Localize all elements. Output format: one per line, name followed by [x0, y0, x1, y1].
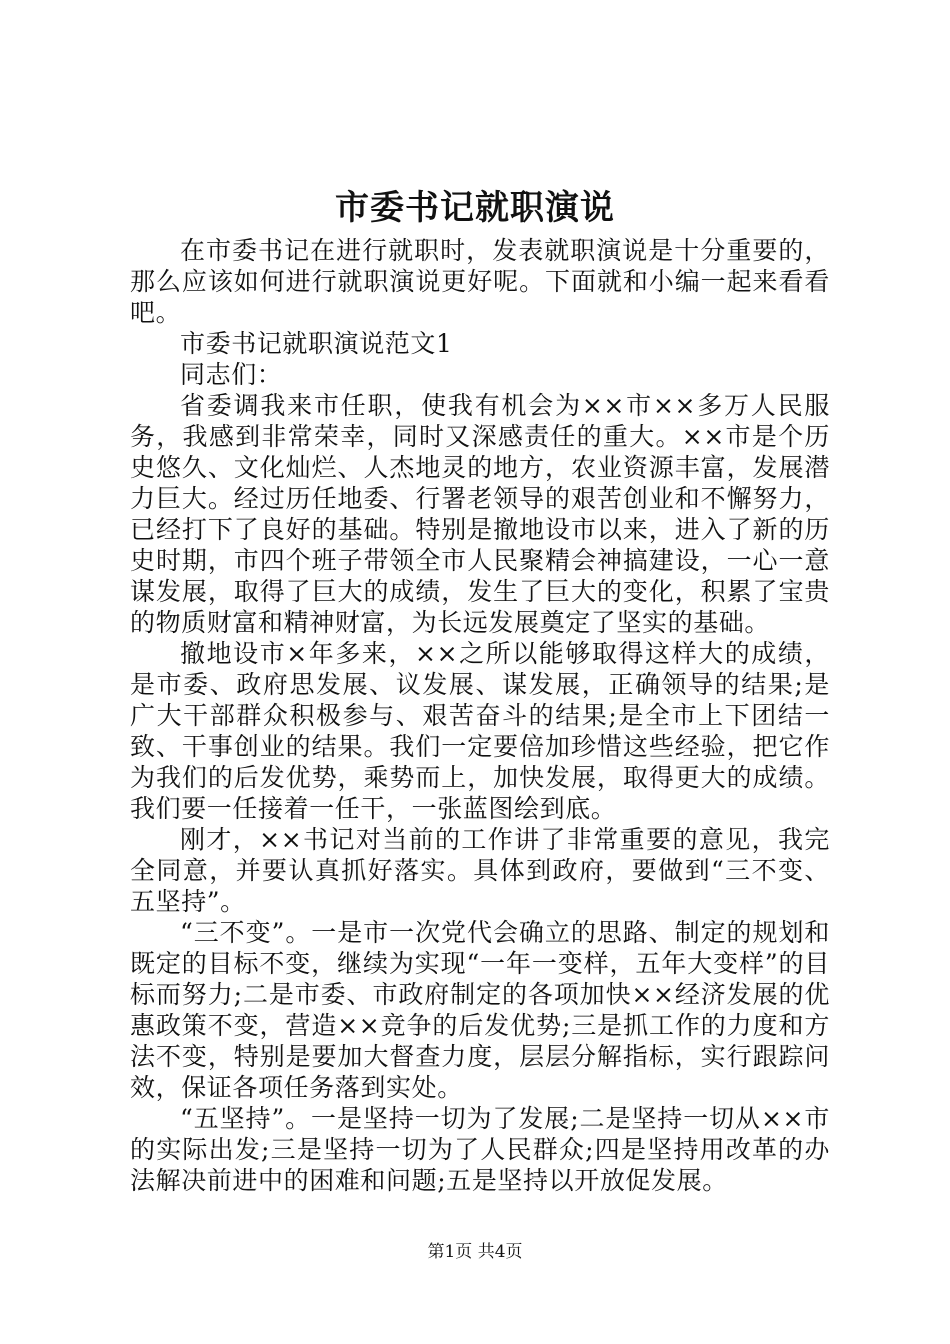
document-title: 市委书记就职演说	[335, 188, 615, 228]
body-paragraph: “三不变”。一是市一次党代会确立的思路、制定的规划和既定的目标不变，继续为实现“一年一变样，五年大变样”的目标而努力;二是市委、市政府制定的各项加快××经济发展的优惠政策不变，营造××竞争的后发优势;三是抓工作的力度和方法不变，特别是要加大督查力度，层层分解指标，实行跟踪问效，保证各项任务落到实处。	[130, 918, 830, 1102]
body-paragraph: 刚才，××书记对当前的工作讲了非常重要的意见，我完全同意，并要认真抓好落实。具体到政府，要做到“三不变、五坚持”。	[130, 825, 830, 916]
document-body	[130, 235, 830, 1196]
intro-paragraph: 在市委书记在进行就职时，发表就职演说是十分重要的，那么应该如何进行就职演说更好呢。下面就和小编一起来看看吧。	[130, 236, 830, 327]
salutation: 同志们：	[180, 360, 283, 389]
section-heading: 市委书记就职演说范文1	[180, 329, 453, 358]
body-paragraph: 省委调我来市任职，使我有机会为××市××多万人民服务，我感到非常荣幸，同时又深感责任的重大。××市是个历史悠久、文化灿烂、人杰地灵的地方，农业资源丰富，发展潜力巨大。经过历任地委、行署老领导的艰苦创业和不懈努力，已经打下了良好的基础。特别是撤地设市以来，进入了新的历史时期，市四个班子带领全市人民聚精会神搞建设，一心一意谋发展，取得了巨大的成绩，发生了巨大的变化，积累了宝贵的物质财富和精神财富，为长远发展奠定了坚实的基础。	[130, 391, 830, 637]
body-paragraph: “五坚持”。一是坚持一切为了发展;二是坚持一切从××市的实际出发;三是坚持一切为了人民群众;四是坚持用改革的办法解决前进中的困难和问题;五是坚持以开放促发展。	[130, 1104, 830, 1195]
page-number-footer: 第1页 共4页	[427, 1242, 523, 1262]
body-paragraph: 撤地设市×年多来，××之所以能够取得这样大的成绩，是市委、政府思发展、议发展、谋发展，正确领导的结果;是广大干部群众积极参与、艰苦奋斗的结果;是全市上下团结一致、干事创业的结果。我们一定要倍加珍惜这些经验，把它作为我们的后发优势，乘势而上，加快发展，取得更大的成绩。我们要一任接着一任干，一张蓝图绘到底。	[130, 639, 830, 823]
